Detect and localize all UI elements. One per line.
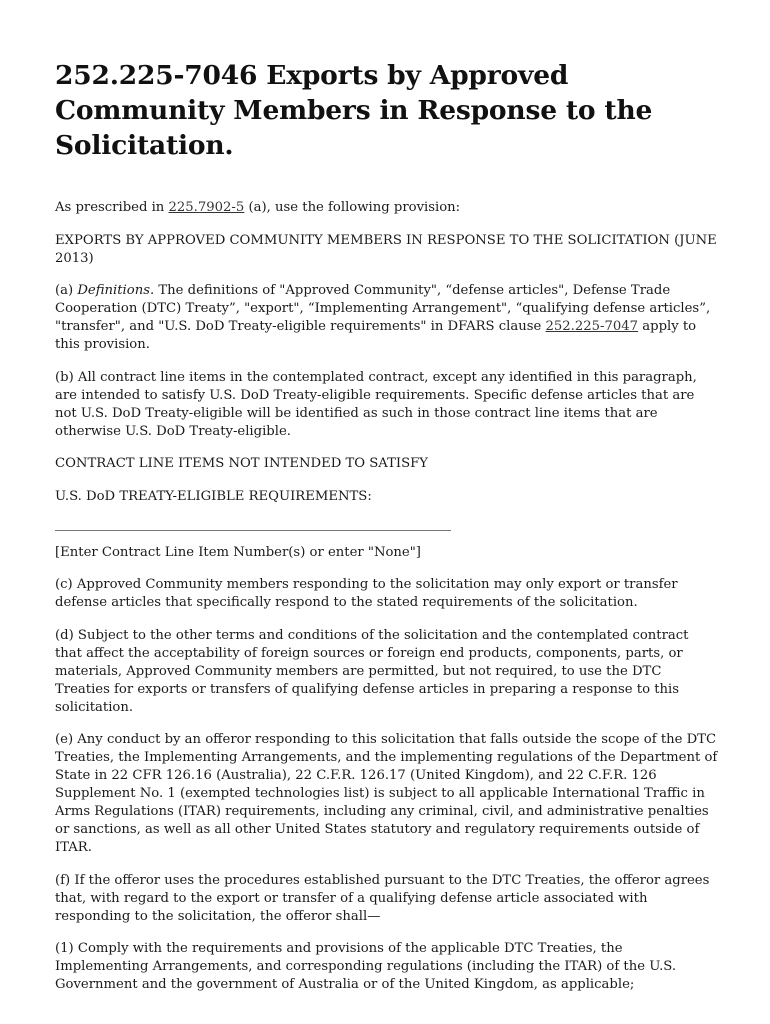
page-title: 252.225-7046 Exports by Approved Community Members in Response to the Solicitation.: [55, 60, 653, 161]
blank-fill-line[interactable]: [55, 512, 451, 531]
paragraph-a-prefix: (a): [55, 283, 78, 298]
document-page: [55, 58, 719, 1009]
paragraph-a: [55, 282, 719, 354]
paragraph-f1: (1) Comply with the requirements and provisions of the applicable DTC Treaties, the Implementing Arrangements, and corresponding regulations (including the ITAR) of the U.S. Government and the government of Australia or of the United Kingdom, as applicable;: [55, 941, 677, 992]
paragraph-e: (e) Any conduct by an offeror responding to this solicitation that falls outside the scope of the DTC Treaties, the Implementing Arrangements, and the implementing regulations of the Department of State in 22 CFR 126.16 (Australia), 22 C.F.R. 126.17 (United Kingdom), and 22 C.F.R. 126 Supplement No. 1 (exempted technologies list) is subject to all applicable International Traffic in Arms Regulations (ITAR) requirements, including any criminal, civil, and administrative penalties or sanctions, as well as all other United States statutory and regulatory requirements outside of ITAR.: [55, 732, 718, 855]
enter-note: [Enter Contract Line Item Number(s) or enter "None"]: [55, 544, 421, 560]
paragraph-f: (f) If the offeror uses the procedures established pursuant to the DTC Treaties, the offeror agrees that, with regard to the export or transfer of a qualifying defense article associated with responding to the solicitation, the offeror shall—: [55, 872, 710, 924]
cli-heading-line-1: CONTRACT LINE ITEMS NOT INTENDED TO SATISFY: [55, 456, 428, 471]
intro-paragraph: [55, 199, 719, 217]
link-225-7902-5[interactable]: 225.7902-5: [168, 200, 245, 215]
definitions-term: Definitions.: [77, 283, 155, 298]
link-252-225-7047[interactable]: 252.225-7047: [545, 319, 639, 334]
paragraph-a-text: The definitions of "Approved Community", “defense articles", Defense Trade Cooperation (DTC) Treaty”, "export", “Implementing Arrangement", “qualifying defense articles”, "transfer", and "U.S. DoD Treaty-eligible requirements" in DFARS clause: [55, 283, 711, 334]
paragraph-c: (c) Approved Community members responding to the solicitation may only export or transfer defense articles that specifically respond to the stated requirements of the solicitation.: [55, 577, 678, 610]
intro-before: As prescribed in: [55, 200, 169, 215]
paragraph-d: (d) Subject to the other terms and conditions of the solicitation and the contemplated contract that affect the acceptability of foreign sources or foreign end products, components, parts, or materials, Approved Community members are permitted, but not required, to use the DTC Treaties for exports or transfers of qualifying defense articles in preparing a response to this solicitation.: [55, 627, 689, 715]
paragraph-b: (b) All contract line items in the contemplated contract, except any identified in this paragraph, are intended to satisfy U.S. DoD Treaty-eligible requirements. Specific defense articles that are not U.S. DoD Treaty-eligible will be identified as such in those contract line items that are otherwise U.S. DoD Treaty-eligible.: [55, 369, 697, 439]
paragraph-a-after: apply to this provision.: [55, 319, 697, 352]
cli-heading-line-2: U.S. DoD TREATY-ELIGIBLE REQUIREMENTS:: [55, 488, 372, 504]
provision-heading: EXPORTS BY APPROVED COMMUNITY MEMBERS IN RESPONSE TO THE SOLICITATION (JUNE 2013): [55, 232, 717, 266]
intro-after: (a), use the following provision:: [244, 200, 461, 215]
